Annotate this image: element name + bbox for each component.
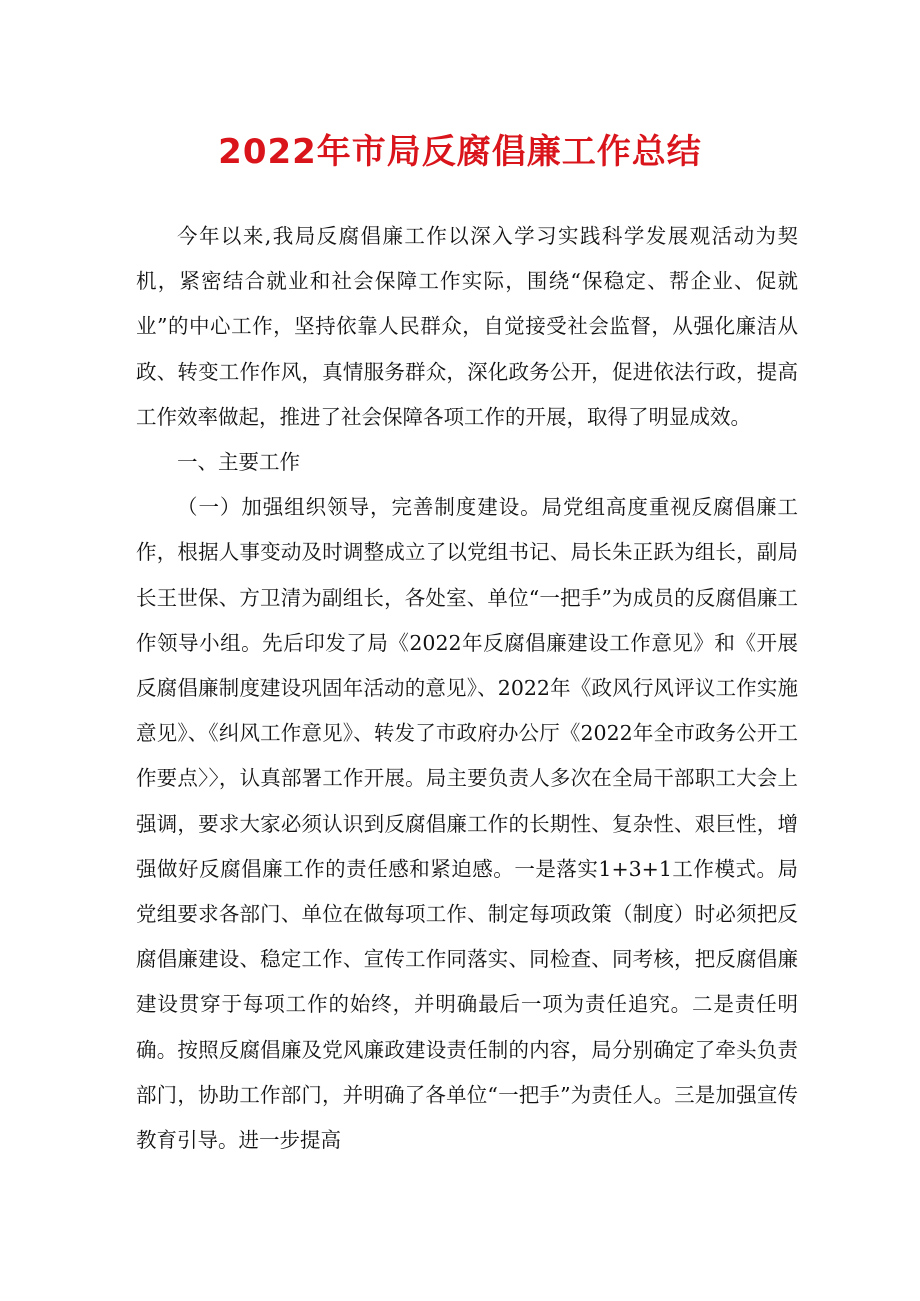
document-title: 2022年市局反腐倡廉工作总结 [218,132,702,172]
section-paragraph-organization: （一）加强组织领导，完善制度建设。局党组高度重视反腐倡廉工作，根据人事变动及时调整成立了以党组书记、局长朱正跃为组长，副局长王世保、方卫清为副组长，各处室、单位“一把手”为成员的反腐倡廉工作领导小组。先后印发了局《2022年反腐倡廉建设工作意见》和《开展反腐倡廉制度建设巩固年活动的意见》、2022年《政风行风评议工作实施意见》、《纠风工作意见》、转发了市政府办公厅《2022年全市政务公开工作要点〉〉，认真部署工作开展。局主要负责人多次在全局干部职工大会上强调，要求大家必须认识到反腐倡廉工作的长期性、复杂性、艰巨性，增强做好反腐倡廉工作的责任感和紧迫感。一是落实1+3+1工作模式。局党组要求各部门、单位在做每项工作、制定每项政策（制度）时必须把反腐倡廉建设、稳定工作、宣传工作同落实、同检查、同考核，把反腐倡廉建设贯穿于每项工作的始终，并明确最后一项为责任追究。二是责任明确。按照反腐倡廉及党风廉政建设责任制的内容，局分别确定了牵头负责部门，协助工作部门，并明确了各单位“一把手”为责任人。三是加强宣传教育引导。进一步提高 [136,495,798,1153]
intro-paragraph: 今年以来,我局反腐倡廉工作以深入学习实践科学发展观活动为契机，紧密结合就业和社会保障工作实际，围绕“保稳定、帮企业、促就业”的中心工作，坚持依靠人民群众，自觉接受社会监督，从强化廉洁从政、转变工作作风，真情服务群众，深化政务公开，促进依法行政，提高工作效率做起，推进了社会保障各项工作的开展，取得了明显成效。 [136,224,798,429]
section-heading-main-work: 一、主要工作 [177,450,300,475]
document-body [136,214,798,1163]
